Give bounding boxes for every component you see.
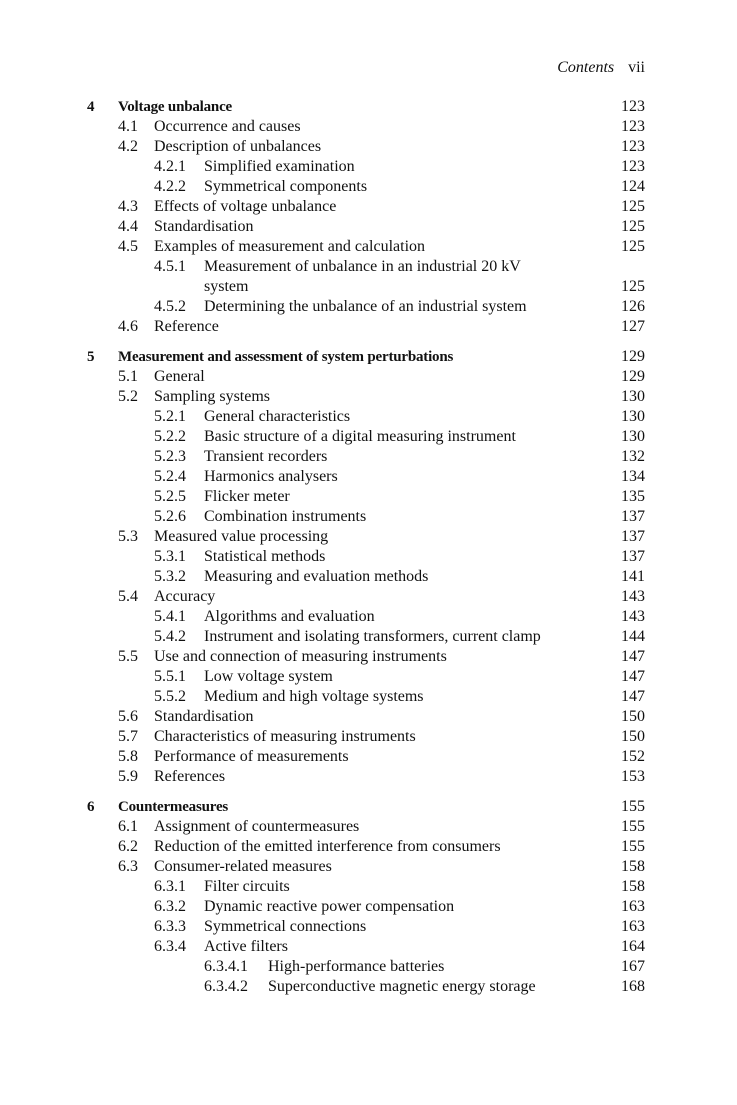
toc-entry[interactable] bbox=[0, 897, 737, 917]
entry-page-number: 137 bbox=[621, 548, 645, 565]
entry-title: General bbox=[154, 368, 205, 385]
entry-title: Effects of voltage unbalance bbox=[154, 198, 337, 215]
entry-page-number: 132 bbox=[621, 448, 645, 465]
entry-title: Description of unbalances bbox=[154, 138, 322, 155]
entry-page-number: 147 bbox=[621, 668, 645, 685]
entry-number: 4.6 bbox=[118, 318, 138, 335]
toc-entry[interactable] bbox=[0, 217, 737, 237]
entry-title: Instrument and isolating transformers, current clamp bbox=[204, 628, 541, 645]
toc-entry[interactable] bbox=[0, 387, 737, 407]
entry-title: References bbox=[154, 768, 226, 785]
toc-entry[interactable] bbox=[0, 507, 737, 527]
entry-page-number: 134 bbox=[621, 468, 645, 485]
toc-entry[interactable] bbox=[0, 647, 737, 667]
toc-entry[interactable] bbox=[0, 727, 737, 747]
entry-title: Performance of measurements bbox=[154, 748, 349, 765]
entry-page-number: 155 bbox=[621, 838, 645, 855]
entry-page-number: 129 bbox=[621, 368, 645, 385]
toc-entry[interactable] bbox=[0, 407, 737, 427]
toc-entry[interactable] bbox=[0, 547, 737, 567]
entry-title: Standardisation bbox=[154, 218, 254, 235]
toc-entry[interactable] bbox=[0, 857, 737, 877]
entry-title: Voltage unbalance bbox=[118, 99, 232, 115]
toc-entry[interactable] bbox=[0, 297, 737, 317]
entry-page-number: 137 bbox=[621, 508, 645, 525]
entry-title: Sampling systems bbox=[154, 388, 271, 405]
entry-title: Symmetrical connections bbox=[204, 918, 367, 935]
entry-number: 6.3.1 bbox=[154, 878, 186, 895]
toc-entry[interactable] bbox=[0, 687, 737, 707]
toc-entry[interactable] bbox=[0, 367, 737, 387]
entry-number: 5.3 bbox=[118, 528, 138, 545]
toc-entry[interactable] bbox=[0, 937, 737, 957]
header-section-title: Contents bbox=[557, 59, 615, 76]
toc-entry[interactable] bbox=[0, 747, 737, 767]
entry-number: 5.2.3 bbox=[154, 448, 186, 465]
entry-number: 5.8 bbox=[118, 748, 138, 765]
entry-page-number: 129 bbox=[621, 348, 645, 365]
entry-title: Characteristics of measuring instruments bbox=[154, 728, 416, 745]
entry-page-number: 168 bbox=[621, 978, 645, 995]
entry-number: 6.3 bbox=[118, 858, 138, 875]
toc-entry-continuation[interactable] bbox=[0, 277, 737, 297]
entry-page-number: 164 bbox=[621, 938, 645, 955]
toc-entry[interactable] bbox=[0, 317, 737, 337]
toc-entry[interactable] bbox=[0, 587, 737, 607]
toc-entry[interactable] bbox=[0, 817, 737, 837]
entry-number: 5.5.1 bbox=[154, 668, 186, 685]
entry-title: Occurrence and causes bbox=[154, 118, 301, 135]
entry-number: 4.4 bbox=[118, 218, 138, 235]
entry-page-number: 158 bbox=[621, 878, 645, 895]
entry-title: Standardisation bbox=[154, 708, 254, 725]
toc-entry[interactable] bbox=[0, 837, 737, 857]
entry-number: 5.9 bbox=[118, 768, 138, 785]
entry-title: Superconductive magnetic energy storage bbox=[268, 978, 536, 995]
entry-page-number: 155 bbox=[621, 818, 645, 835]
entry-title: General characteristics bbox=[204, 408, 351, 425]
entry-number: 6.3.4 bbox=[154, 938, 186, 955]
entry-title-continuation: system bbox=[204, 278, 249, 295]
entry-title: Simplified examination bbox=[204, 158, 355, 175]
toc-entry[interactable] bbox=[0, 237, 737, 257]
entry-page-number: 135 bbox=[621, 488, 645, 505]
toc-entry[interactable] bbox=[0, 627, 737, 647]
entry-title: Measured value processing bbox=[154, 528, 329, 545]
entry-number: 5.2.1 bbox=[154, 408, 186, 425]
entry-title: Use and connection of measuring instruments bbox=[154, 648, 447, 665]
entry-number: 6.3.3 bbox=[154, 918, 186, 935]
entry-title: Low voltage system bbox=[204, 668, 333, 685]
toc-entry[interactable] bbox=[0, 117, 737, 137]
entry-title: Assignment of countermeasures bbox=[154, 818, 360, 835]
toc-entry[interactable] bbox=[0, 607, 737, 627]
entry-title: Transient recorders bbox=[204, 448, 328, 465]
entry-title: Dynamic reactive power compensation bbox=[204, 898, 455, 915]
entry-page-number: 125 bbox=[621, 218, 645, 235]
toc-chapter-entry[interactable] bbox=[0, 347, 737, 367]
toc-entry[interactable] bbox=[0, 957, 737, 977]
entry-number: 5.2.4 bbox=[154, 468, 186, 485]
entry-number: 5 bbox=[87, 349, 95, 365]
entry-number: 4.1 bbox=[118, 118, 138, 135]
entry-title: Medium and high voltage systems bbox=[204, 688, 424, 705]
entry-number: 4.2.2 bbox=[154, 178, 186, 195]
toc-entry[interactable] bbox=[0, 177, 737, 197]
entry-number: 5.4.1 bbox=[154, 608, 186, 625]
entry-title: Measuring and evaluation methods bbox=[204, 568, 429, 585]
entry-title: Measurement of unbalance in an industrial 20 kV bbox=[204, 258, 521, 275]
entry-title: Consumer-related measures bbox=[154, 858, 332, 875]
entry-number: 4.5 bbox=[118, 238, 138, 255]
entry-page-number: 153 bbox=[621, 768, 645, 785]
entry-page-number: 141 bbox=[621, 568, 645, 585]
entry-page-number: 143 bbox=[621, 588, 645, 605]
entry-number: 5.1 bbox=[118, 368, 138, 385]
entry-page-number: 123 bbox=[621, 118, 645, 135]
entry-page-number: 123 bbox=[621, 138, 645, 155]
entry-title: High-performance batteries bbox=[268, 958, 445, 975]
entry-number: 5.5 bbox=[118, 648, 138, 665]
entry-page-number: 130 bbox=[621, 428, 645, 445]
entry-title: Countermeasures bbox=[118, 799, 229, 815]
entry-number: 5.3.1 bbox=[154, 548, 186, 565]
entry-page-number: 124 bbox=[621, 178, 645, 195]
entry-page-number: 125 bbox=[621, 198, 645, 215]
toc-chapter-entry[interactable] bbox=[0, 797, 737, 817]
entry-number: 6.3.4.1 bbox=[204, 958, 248, 975]
entry-page-number: 150 bbox=[621, 728, 645, 745]
running-header bbox=[557, 58, 645, 78]
entry-title: Reference bbox=[154, 318, 219, 335]
toc-entry[interactable] bbox=[0, 527, 737, 547]
entry-title: Flicker meter bbox=[204, 488, 290, 505]
entry-title: Accuracy bbox=[154, 588, 216, 605]
toc-entry[interactable] bbox=[0, 667, 737, 687]
entry-number: 5.4.2 bbox=[154, 628, 186, 645]
entry-page-number: 127 bbox=[621, 318, 645, 335]
entry-page-number: 163 bbox=[621, 918, 645, 935]
entry-title: Examples of measurement and calculation bbox=[154, 238, 426, 255]
entry-number: 6.3.2 bbox=[154, 898, 186, 915]
entry-page-number: 150 bbox=[621, 708, 645, 725]
entry-number: 6.3.4.2 bbox=[204, 978, 248, 995]
entry-page-number: 167 bbox=[621, 958, 645, 975]
entry-title: Basic structure of a digital measuring instrument bbox=[204, 428, 516, 445]
toc-entry[interactable] bbox=[0, 137, 737, 157]
toc-entry[interactable] bbox=[0, 427, 737, 447]
toc-entry[interactable] bbox=[0, 707, 737, 727]
toc-entry[interactable] bbox=[0, 257, 737, 277]
entry-number: 5.2.5 bbox=[154, 488, 186, 505]
toc-entry[interactable] bbox=[0, 467, 737, 487]
entry-number: 5.4 bbox=[118, 588, 138, 605]
entry-number: 5.2.2 bbox=[154, 428, 186, 445]
entry-number: 5.6 bbox=[118, 708, 138, 725]
entry-title: Algorithms and evaluation bbox=[204, 608, 375, 625]
entry-number: 4.5.1 bbox=[154, 258, 186, 275]
entry-page-number: 163 bbox=[621, 898, 645, 915]
entry-number: 5.2 bbox=[118, 388, 138, 405]
entry-number: 6 bbox=[87, 799, 95, 815]
toc-entry[interactable] bbox=[0, 977, 737, 997]
entry-number: 5.7 bbox=[118, 728, 138, 745]
entry-title: Symmetrical components bbox=[204, 178, 368, 195]
entry-page-number: 130 bbox=[621, 408, 645, 425]
entry-page-number: 147 bbox=[621, 688, 645, 705]
entry-title: Active filters bbox=[204, 938, 288, 955]
entry-page-number: 143 bbox=[621, 608, 645, 625]
entry-page-number: 125 bbox=[621, 238, 645, 255]
toc-entry[interactable] bbox=[0, 447, 737, 467]
header-page-number: vii bbox=[628, 59, 645, 76]
toc-entry[interactable] bbox=[0, 917, 737, 937]
entry-title: Determining the unbalance of an industrial system bbox=[204, 298, 527, 315]
entry-number: 6.1 bbox=[118, 818, 138, 835]
toc-entry[interactable] bbox=[0, 157, 737, 177]
entry-page-number: 144 bbox=[621, 628, 645, 645]
entry-page-number: 126 bbox=[621, 298, 645, 315]
toc-entry[interactable] bbox=[0, 567, 737, 587]
entry-title: Harmonics analysers bbox=[204, 468, 338, 485]
entry-title: Filter circuits bbox=[204, 878, 290, 895]
entry-page-number: 123 bbox=[621, 158, 645, 175]
entry-number: 4.3 bbox=[118, 198, 138, 215]
entry-number: 5.3.2 bbox=[154, 568, 186, 585]
toc-entry[interactable] bbox=[0, 197, 737, 217]
toc-entry[interactable] bbox=[0, 767, 737, 787]
toc-entry[interactable] bbox=[0, 487, 737, 507]
entry-number: 4.2.1 bbox=[154, 158, 186, 175]
toc-entry[interactable] bbox=[0, 877, 737, 897]
entry-page-number: 123 bbox=[621, 98, 645, 115]
entry-title: Combination instruments bbox=[204, 508, 367, 525]
entry-number: 6.2 bbox=[118, 838, 138, 855]
entry-page-number: 155 bbox=[621, 798, 645, 815]
entry-title: Statistical methods bbox=[204, 548, 326, 565]
entry-number: 5.5.2 bbox=[154, 688, 186, 705]
entry-title: Measurement and assessment of system perturbations bbox=[118, 349, 454, 365]
entry-page-number: 125 bbox=[621, 278, 645, 295]
entry-page-number: 147 bbox=[621, 648, 645, 665]
entry-number: 4.5.2 bbox=[154, 298, 186, 315]
entry-title: Reduction of the emitted interference from consumers bbox=[154, 838, 501, 855]
entry-number: 4.2 bbox=[118, 138, 138, 155]
entry-number: 5.2.6 bbox=[154, 508, 186, 525]
entry-page-number: 137 bbox=[621, 528, 645, 545]
entry-page-number: 152 bbox=[621, 748, 645, 765]
entry-number: 4 bbox=[87, 99, 95, 115]
entry-page-number: 158 bbox=[621, 858, 645, 875]
entry-page-number: 130 bbox=[621, 388, 645, 405]
toc-chapter-entry[interactable] bbox=[0, 97, 737, 117]
